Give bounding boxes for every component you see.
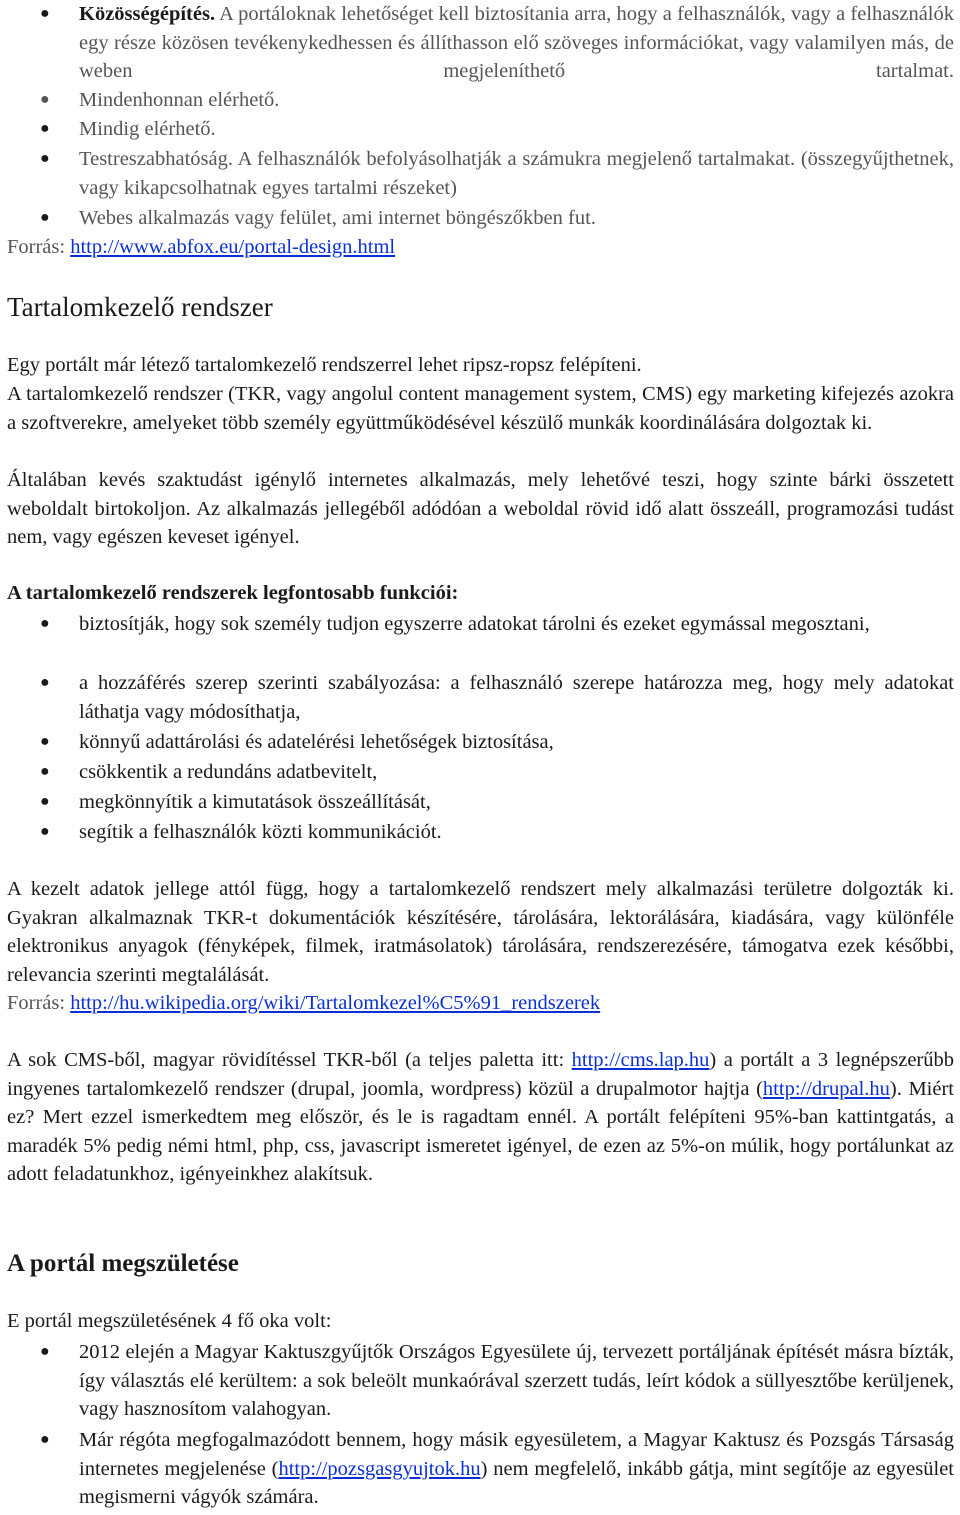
- functions-item: segítik a felhasználók közti kommunikációt.: [79, 821, 442, 843]
- section-heading-cms: Tartalomkezelő rendszer: [7, 292, 273, 322]
- bullet: ●: [40, 91, 50, 108]
- pozsgas-link[interactable]: http://pozsgasgyujtok.hu: [278, 1457, 481, 1480]
- list-item-accessible: Mindenhonnan elérhető.: [79, 89, 280, 111]
- birth-intro: E portál megszületésének 4 fő oka volt:: [7, 1310, 332, 1332]
- functions-item: biztosítják, hogy sok személy tudjon egyszerre adatokat tárolni és ezeket egymással megosztani,: [79, 613, 870, 635]
- source-link[interactable]: http://www.abfox.eu/portal-design.html: [70, 236, 396, 258]
- birth-item-2-text-a: Már régóta megfogalmazódott bennem, hogy másik egyesületem, a Magyar Kaktusz és Pozsgás Társaság internetes megjelenése (: [79, 1429, 954, 1480]
- functions-item: a hozzáférés szerep szerinti szabályozása: a felhasználó szerepe határozza meg, hogy mely adatokat láthatja vagy módosíthatja,: [79, 672, 954, 723]
- list-item-community: [79, 0, 954, 86]
- functions-item: csökkentik a redundáns adatbevitelt,: [79, 761, 378, 783]
- data-paragraph: A kezelt adatok jellege attól függ, hogy a tartalomkezelő rendszert mely alkalmazási területre dolgozták ki. Gyakran alkalmaznak TKR-t dokumentációk készítésére, tárolására, lektorálására, kiadására, vagy különféle elektronikus anyagok (fényképek, filmek, iratmásolatok) tárolására, rendszerezésére, támogatva ezek későbbi, relevancia szerinti megtalálását.: [7, 878, 954, 986]
- drupal-text-1: A sok CMS-ből, magyar rövidítéssel TKR-ből (a teljes paletta itt:: [7, 1049, 572, 1071]
- cms-paragraph-2: A tartalomkezelő rendszer (TKR, vagy angolul content management system, CMS) egy marketing kifejezés azokra a szoftverekre, amelyeket több személy együttműködésével készülő munkák koordinálására dolgoztak ki.: [7, 383, 954, 434]
- bullet: ●: [40, 793, 50, 810]
- bullet: ●: [40, 150, 50, 167]
- bullet: ●: [40, 209, 50, 226]
- bullet: ●: [40, 823, 50, 840]
- list-text: A portáloknak lehetőséget kell biztosítania arra, hogy a felhasználók, vagy a felhasználók egy része közösen tevékenykedhessen és állíthasson elő szöveges információkat, vagy valamilyen más, de weben megjeleníthető tartalmat.: [79, 3, 954, 82]
- source-line: [7, 233, 954, 262]
- source-line: [7, 989, 954, 1018]
- bullet: ●: [40, 733, 50, 750]
- source-label: Forrás:: [7, 236, 71, 258]
- cms-paragraph-1: Egy portált már létező tartalomkezelő rendszerrel lehet ripsz-ropsz felépíteni.: [7, 354, 642, 376]
- source-label: Forrás:: [7, 992, 71, 1014]
- drupal-text-2: ) a portált a 3 legnépszerűbb ingyenes tartalomkezelő rendszer (drupal, joomla, wordpress) közül a drupalmotor hajtja (: [7, 1049, 954, 1100]
- birth-item-2-text-b: ) nem megfelelő, inkább gátja, mint segítője az egyesület megismerni vágyók számára.: [79, 1457, 954, 1508]
- bullet: ●: [40, 5, 50, 22]
- bullet: ●: [40, 763, 50, 780]
- bullet: ●: [40, 615, 50, 632]
- section-heading-birth: A portál megszületése: [7, 1250, 239, 1277]
- bullet: ●: [40, 1343, 50, 1360]
- birth-item-2: [79, 1426, 954, 1512]
- functions-item: megkönnyítik a kimutatások összeállítását,: [79, 791, 431, 813]
- cms-paragraph-3: Általában kevés szaktudást igénylő internetes alkalmazás, mely lehetővé teszi, hogy szinte bárki összetett weboldalt birtokoljon. Az alkalmazás jellegéből adódóan a weboldal rövid idő alatt összeáll, programozási tudást nem, vagy egészen keveset igényel.: [7, 469, 954, 548]
- drupal-link[interactable]: http://drupal.hu: [762, 1077, 890, 1100]
- list-item-always-available: Mindig elérhető.: [79, 118, 216, 140]
- list-term: Közösségépítés.: [79, 3, 216, 25]
- source-link[interactable]: http://hu.wikipedia.org/wiki/Tartalomkezel%C5%91_rendszerek: [70, 992, 601, 1014]
- functions-item: könnyű adattárolási és adatelérési lehetőségek biztosítása,: [79, 731, 554, 753]
- cms-lap-link[interactable]: http://cms.lap.hu: [571, 1049, 710, 1071]
- bullet: ●: [40, 120, 50, 137]
- drupal-text-3: ). Miért ez? Mert ezzel ismerkedtem meg először, és le is ragadtam ennél. A portált felépíteni 95%-ban kattintgatás, a maradék 5% pedig némi html, php, css, javascript ismeretet igényel, de ezen az 5%-on múlik, hogy portálunkat az adott feladatunkhoz, igényeinkhez alakítsuk.: [7, 1077, 955, 1185]
- list-item-web-app: Webes alkalmazás vagy felület, ami internet böngészőkben fut.: [79, 207, 596, 229]
- functions-heading: A tartalomkezelő rendszerek legfontosabb funkciói:: [7, 582, 459, 604]
- drupal-paragraph: [7, 1046, 954, 1189]
- bullet: ●: [40, 1431, 50, 1448]
- birth-item-1: 2012 elején a Magyar Kaktuszgyűjtők Országos Egyesülete új, tervezett portáljának építését másra bízták, így választás elé kerültem: a sok beleölt munkaórával szerzett tudás, leírt kódok a süllyesztőbe kerüljenek, vagy hasznosítom valahogyan.: [79, 1341, 954, 1420]
- bullet: ●: [40, 674, 50, 691]
- list-item-customizable: Testreszabhatóság. A felhasználók befolyásolhatják a számukra megjelenő tartalmakat. (összegyűjthetnek, vagy kikapcsolhatnak egyes tartalmi részeket): [79, 148, 954, 199]
